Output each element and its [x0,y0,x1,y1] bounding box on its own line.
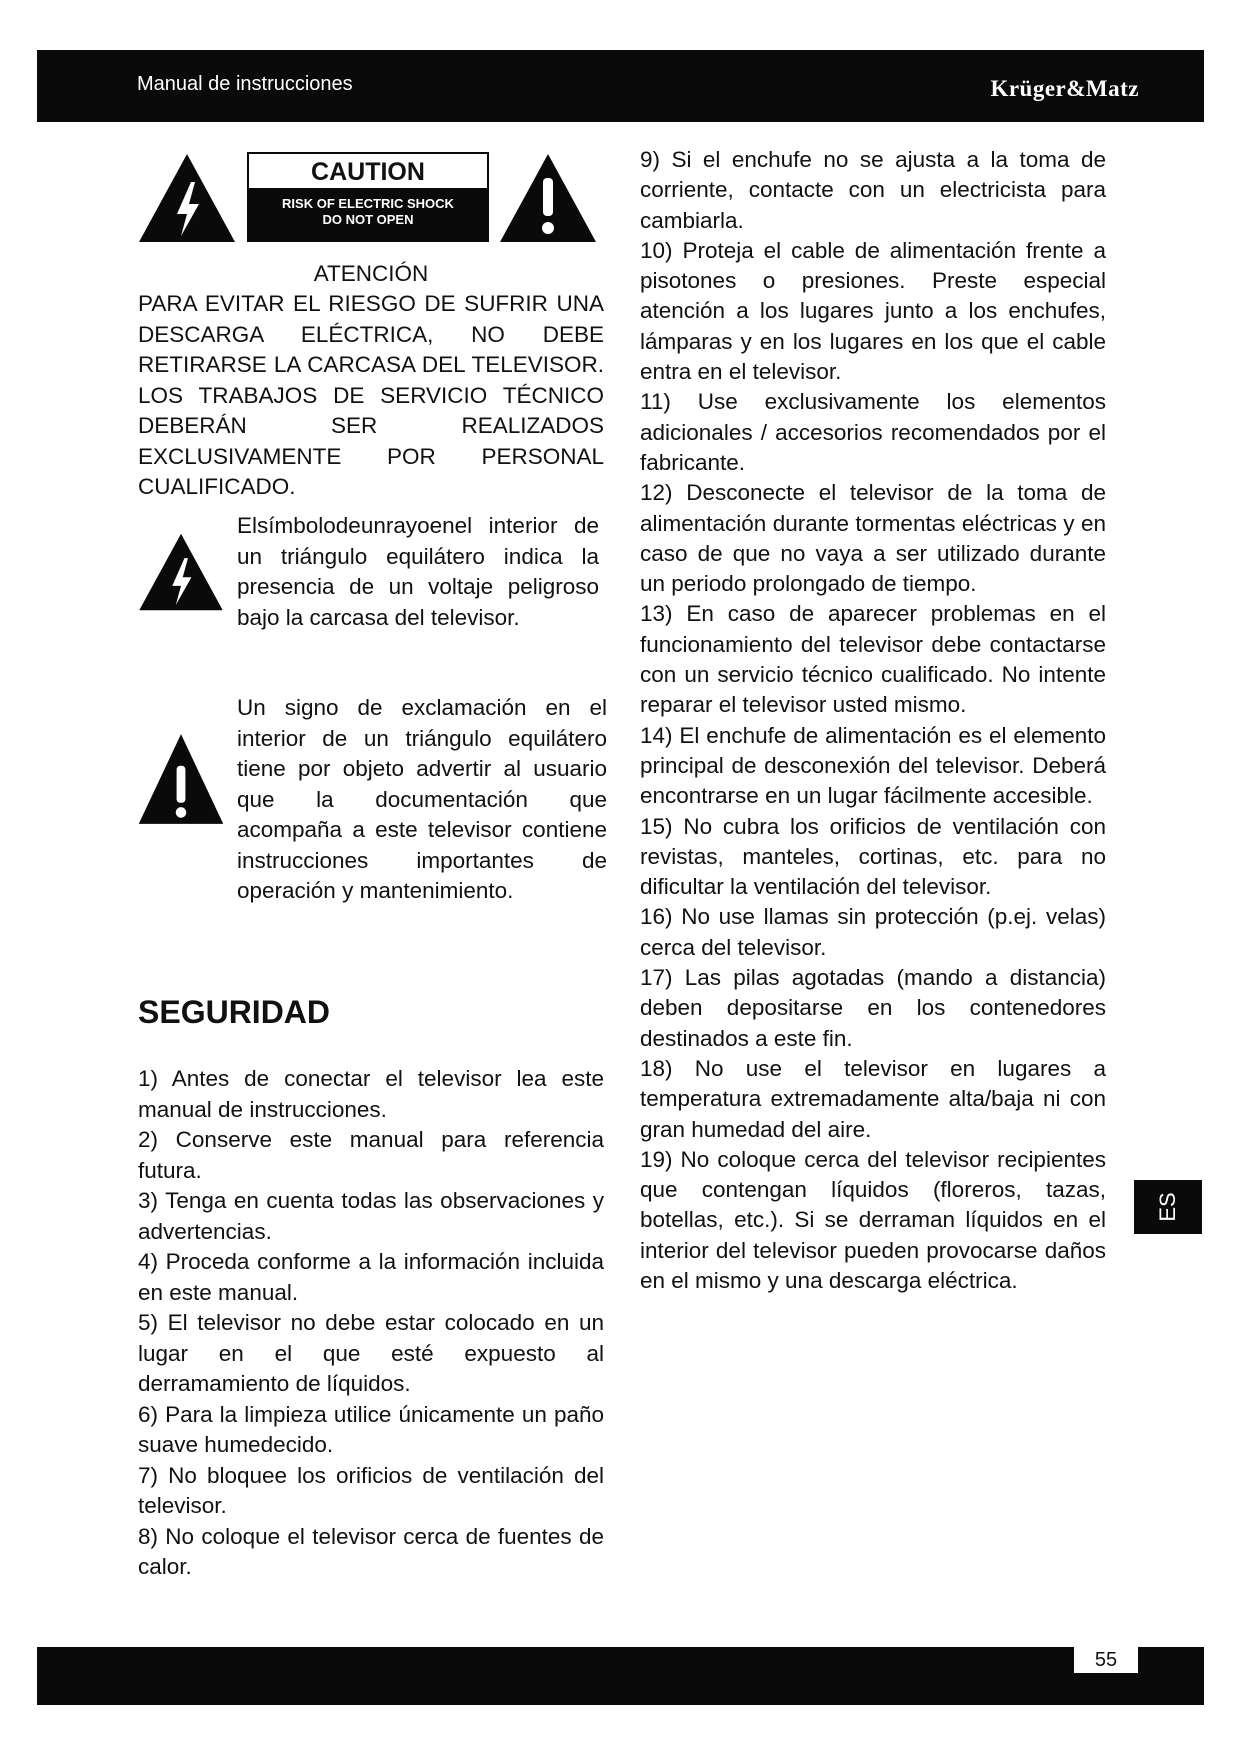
warning-text: PARA EVITAR EL RIESGO DE SUFRIR UNA DESCARGA ELÉCTRICA, NO DEBE RETIRARSE LA CARCASA DEL TELEVISOR. LOS TRABAJOS DE SERVICIO TÉCNICO DEBERÁN SER REALIZADOS EXCLUSIVAMENTE POR PERSONAL CUALIFICADO. [138,291,604,499]
safety-item: 18) No use el televisor en lugares a temperatura extremadamente alta/baja ni con gran humedad del aire. [640,1055,1106,1142]
manual-title: Manual de instrucciones [137,73,353,95]
safety-list-left [138,1064,604,1583]
safety-item: 12) Desconecte el televisor de la toma de alimentación durante tormentas eléctricas y en caso de que no vaya a ser utilizado durante un periodo prolongado de tiempo. [640,480,1106,597]
safety-item: 19) No coloque cerca del televisor recipientes que contengan líquidos (floreros, tazas, botellas, etc.). Si se derraman líquidos en el interior del televisor pueden provocarse daños en el mismo y una descarga eléctrica. [640,1146,1106,1293]
safety-item: 7) No bloquee los orificios de ventilación del televisor. [138,1462,604,1518]
safety-item: 5) El televisor no debe estar colocado en un lugar en el que esté expuesto al derramamiento de líquidos. [138,1310,604,1396]
safety-item: 11) Use exclusivamente los elementos adicionales / accesorios recomendados por el fabricante. [640,389,1106,475]
exclamation-triangle-icon [137,732,225,826]
language-tab-label: ES [1155,1192,1180,1222]
safety-item: 13) En caso de aparecer problemas en el funcionamiento del televisor debe contactarse con un servicio técnico cualificado. No intente reparar el televisor usted mismo. [640,601,1106,718]
safety-list-right [640,145,1106,1296]
brand-logo: Krüger&Matz [990,76,1139,101]
safety-item: 4) Proceda conforme a la información incluida en este manual. [138,1249,604,1305]
safety-item: 15) No cubra los orificios de ventilación con revistas, manteles, cortinas, etc. para no dificultar la ventilación del televisor. [640,813,1106,900]
page-number: 55 [1074,1647,1138,1673]
lightning-warning-icon [137,152,237,244]
caution-line-1: RISK OF ELECTRIC SHOCK [282,196,454,211]
safety-item: 10) Proteja el cable de alimentación frente a pisotones o presiones. Preste especial atención a los lugares junto a los enchufes, lámparas y en los lugares en los que el cable entra en el televisor. [640,237,1106,385]
safety-item: 9) Si el enchufe no se ajusta a la toma de corriente, contacte con un electricista para cambiarla. [640,147,1106,233]
exclamation-warning-icon [498,152,598,244]
lightning-symbol-description: Elsímbolodeunrayoenel interior de un triángulo equilátero indica la presencia de un voltaje peligroso bajo la carcasa del televisor. [237,513,599,630]
caution-label [247,152,489,242]
warning-title: ATENCIÓN [313,261,429,286]
page-footer [37,1647,1204,1705]
safety-item: 3) Tenga en cuenta todas las observaciones y advertencias. [138,1188,604,1244]
safety-item: 14) El enchufe de alimentación es el elemento principal de desconexión del televisor. Deberá encontrarse en un lugar fácilmente accesible. [640,722,1106,809]
safety-item: 16) No use llamas sin protección (p.ej. velas) cerca del televisor. [640,904,1106,960]
safety-item: 17) Las pilas agotadas (mando a distancia) deben depositarse en los contenedores destinados a este fin. [640,965,1106,1051]
safety-item: 8) No coloque el televisor cerca de fuentes de calor. [138,1523,604,1579]
language-tab [1134,1180,1202,1234]
page-header [37,50,1204,122]
safety-item: 2) Conserve este manual para referencia futura. [138,1127,604,1183]
safety-item: 1) Antes de conectar el televisor lea este manual de instrucciones. [138,1066,604,1122]
section-heading: SEGURIDAD [138,994,331,1030]
caution-title: CAUTION [249,154,487,188]
caution-line-2: DO NOT OPEN [322,212,414,227]
caution-subtitle [247,196,489,228]
exclamation-symbol-description: Un signo de exclamación en el interior de un triángulo equilátero tiene por objeto advertir al usuario que la documentación que acompaña a este televisor contiene instrucciones importantes de operación y mantenimiento. [237,695,607,903]
lightning-triangle-icon [137,532,225,612]
safety-item: 6) Para la limpieza utilice únicamente un paño suave humedecido. [138,1401,604,1457]
